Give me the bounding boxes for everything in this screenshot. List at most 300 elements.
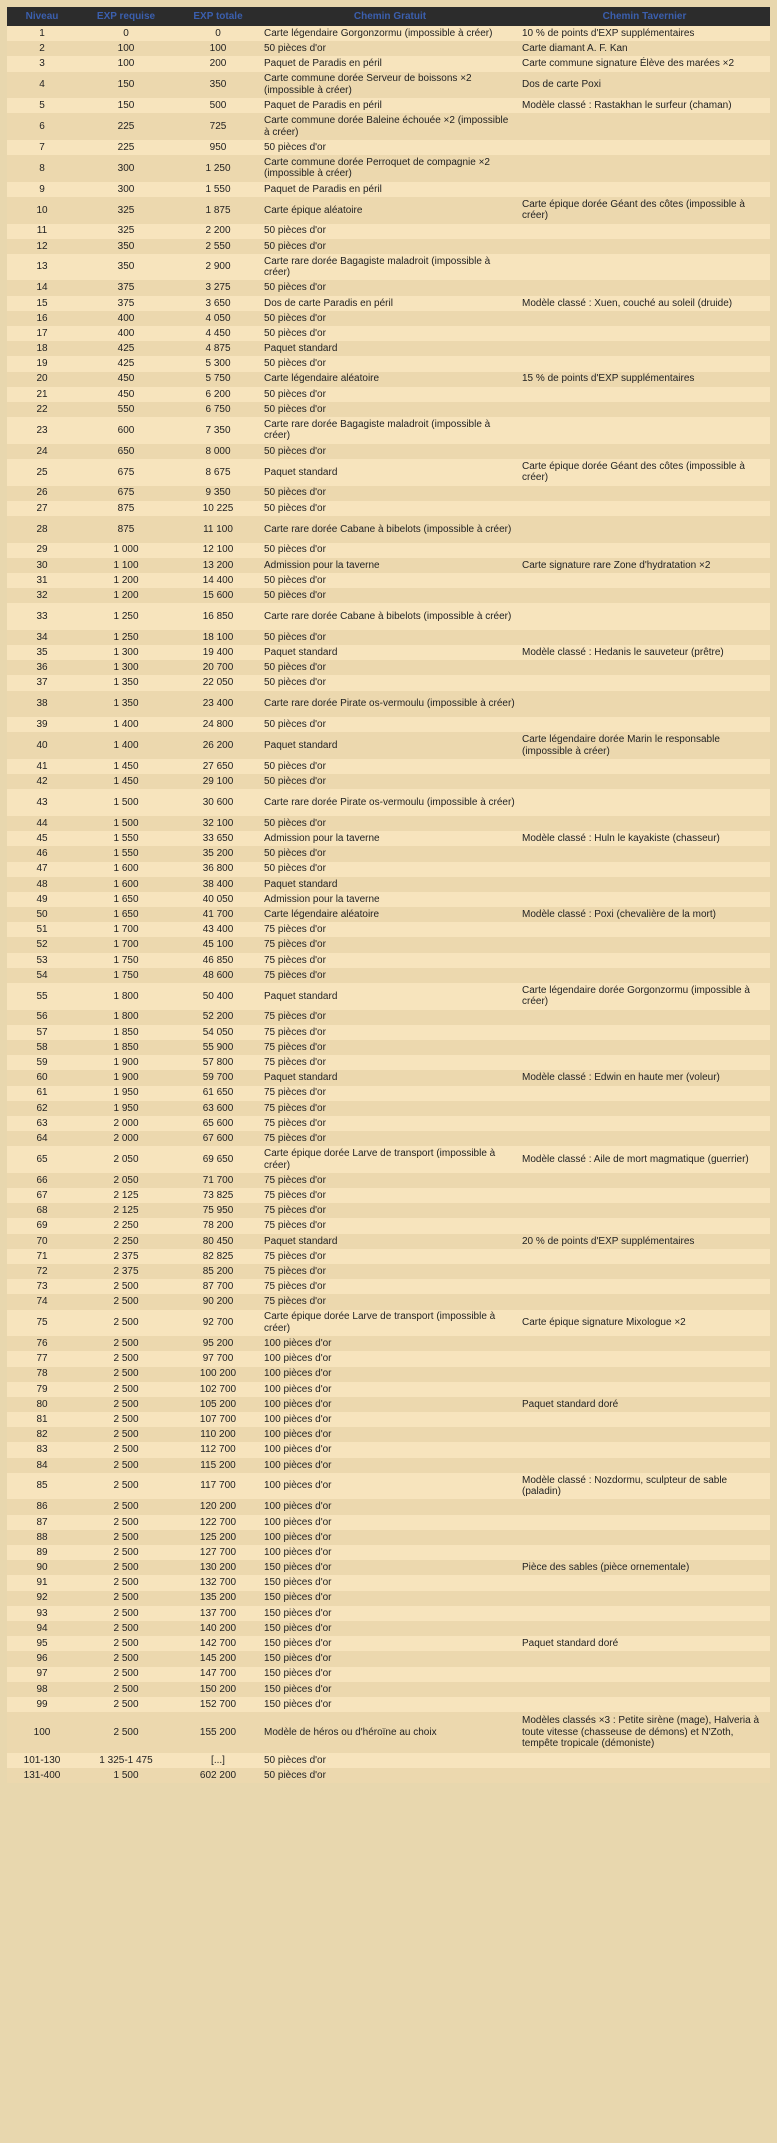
- table-row: [7, 789, 770, 816]
- cell-exp-required: 150: [117, 79, 135, 91]
- cell-exp-total: 57 800: [202, 1057, 234, 1069]
- cell-exp-total: 19 400: [202, 646, 234, 658]
- cell-free-reward: 50 pièces d'or: [264, 403, 326, 415]
- table-row: [7, 1203, 770, 1218]
- cell-free-reward: 75 pièces d'or: [264, 1132, 326, 1144]
- cell-level: 3: [39, 58, 45, 70]
- table-row: [7, 862, 770, 877]
- cell-tavern-reward: Modèle classé : Poxi (chevalière de la mort): [522, 908, 716, 920]
- table-row: [7, 72, 770, 99]
- table-row: [7, 774, 770, 789]
- cell-level: 81: [36, 1413, 48, 1425]
- cell-exp-required: 400: [117, 327, 135, 339]
- cell-tavern-reward: [519, 182, 770, 197]
- cell-exp-total: 500: [209, 100, 227, 112]
- table-row: [7, 588, 770, 603]
- cell-exp-total: 26 200: [202, 739, 234, 751]
- cell-exp-total: 67 600: [202, 1132, 234, 1144]
- header-free-track[interactable]: Chemin Gratuit: [261, 7, 519, 26]
- table-row: [7, 1055, 770, 1070]
- cell-tavern-reward: [519, 1294, 770, 1309]
- cell-tavern-reward: [519, 922, 770, 937]
- cell-exp-required: 1 800: [113, 1011, 139, 1023]
- cell-free-reward: 50 pièces d'or: [264, 282, 326, 294]
- cell-exp-required: 1 750: [113, 954, 139, 966]
- cell-exp-total: 2 550: [205, 240, 231, 252]
- cell-level: 14: [36, 282, 48, 294]
- table-row: [7, 1499, 770, 1514]
- cell-exp-total: 52 200: [202, 1011, 234, 1023]
- cell-tavern-reward: [519, 675, 770, 690]
- cell-exp-required: 1 300: [113, 662, 139, 674]
- cell-exp-required: 2 500: [113, 1459, 139, 1471]
- cell-tavern-reward: [519, 417, 770, 444]
- cell-free-reward: 150 pièces d'or: [264, 1698, 332, 1710]
- cell-exp-total: 155 200: [199, 1726, 237, 1738]
- table-row: [7, 1025, 770, 1040]
- cell-free-reward: Paquet standard: [264, 990, 338, 1002]
- cell-tavern-reward: [519, 113, 770, 140]
- cell-exp-total: 115 200: [200, 1459, 236, 1471]
- cell-free-reward: 50 pièces d'or: [264, 677, 326, 689]
- cell-exp-required: 1 200: [113, 589, 139, 601]
- cell-exp-required: 1 300: [113, 646, 139, 658]
- cell-exp-total: 142 700: [199, 1638, 237, 1650]
- table-row: [7, 983, 770, 1010]
- cell-free-reward: 50 pièces d'or: [264, 225, 326, 237]
- cell-exp-required: 1 500: [113, 817, 139, 829]
- cell-exp-total: 350: [209, 79, 227, 91]
- cell-level: 94: [36, 1622, 48, 1634]
- cell-free-reward: 100 pièces d'or: [264, 1546, 332, 1558]
- cell-tavern-reward: [519, 254, 770, 281]
- cell-exp-required: 1 650: [113, 908, 139, 920]
- cell-tavern-reward: [519, 1279, 770, 1294]
- table-row: [7, 717, 770, 732]
- cell-level: 131-400: [23, 1770, 61, 1782]
- cell-free-reward: Paquet standard: [264, 646, 338, 658]
- cell-free-reward: 50 pièces d'or: [264, 589, 326, 601]
- cell-exp-required: 1 800: [113, 990, 139, 1002]
- cell-free-reward: 50 pièces d'or: [264, 574, 326, 586]
- cell-level: 56: [36, 1011, 48, 1023]
- header-exp-total[interactable]: EXP totale: [175, 7, 261, 26]
- cell-tavern-reward: [519, 1336, 770, 1351]
- cell-exp-total: 107 700: [199, 1413, 237, 1425]
- cell-tavern-reward: [519, 155, 770, 182]
- cell-exp-total: 8 000: [205, 445, 231, 457]
- cell-level: 70: [36, 1235, 48, 1247]
- table-row: [7, 645, 770, 660]
- cell-level: 65: [36, 1153, 48, 1165]
- cell-tavern-reward: [519, 387, 770, 402]
- cell-free-reward: Admission pour la taverne: [264, 833, 380, 845]
- table-row: [7, 816, 770, 831]
- rewards-table-container: [7, 7, 770, 2138]
- cell-level: 10: [36, 204, 48, 216]
- cell-exp-required: 1 100: [113, 559, 139, 571]
- cell-exp-required: 1 550: [113, 833, 139, 845]
- cell-exp-total: 50 400: [202, 990, 234, 1002]
- cell-level: 21: [36, 388, 48, 400]
- cell-free-reward: 100 pièces d'or: [264, 1398, 332, 1410]
- cell-tavern-reward: [519, 774, 770, 789]
- cell-exp-required: 350: [117, 261, 135, 273]
- cell-exp-required: 1 750: [113, 969, 139, 981]
- cell-exp-total: 0: [215, 27, 221, 39]
- cell-exp-total: 32 100: [202, 817, 234, 829]
- cell-tavern-reward: [519, 1412, 770, 1427]
- table-row: [7, 907, 770, 922]
- table-row: [7, 402, 770, 417]
- cell-level: 101-130: [23, 1754, 61, 1766]
- cell-exp-total: 92 700: [202, 1317, 234, 1329]
- cell-free-reward: Paquet de Paradis en péril: [264, 58, 382, 70]
- cell-level: 84: [36, 1459, 48, 1471]
- cell-tavern-reward: [519, 543, 770, 558]
- table-header: [7, 7, 770, 26]
- cell-free-reward: Carte rare dorée Pirate os-vermoulu (impossible à créer): [264, 796, 515, 808]
- cell-level: 46: [36, 848, 48, 860]
- cell-tavern-reward: [519, 1621, 770, 1636]
- cell-tavern-reward: Modèle classé : Aile de mort magmatique (guerrier): [522, 1153, 749, 1165]
- cell-tavern-reward: [519, 759, 770, 774]
- cell-tavern-reward: 20 % de points d'EXP supplémentaires: [522, 1235, 695, 1247]
- cell-free-reward: 100 pièces d'or: [264, 1338, 332, 1350]
- cell-free-reward: 50 pièces d'or: [264, 848, 326, 860]
- table-row: [7, 224, 770, 239]
- cell-exp-total: 130 200: [199, 1562, 237, 1574]
- cell-exp-total: 12 100: [202, 544, 234, 556]
- cell-exp-total: 152 700: [199, 1698, 237, 1710]
- table-row: [7, 1086, 770, 1101]
- cell-exp-required: 375: [117, 297, 135, 309]
- cell-level: 33: [36, 610, 48, 622]
- cell-level: 24: [36, 445, 48, 457]
- cell-level: 86: [36, 1501, 48, 1513]
- cell-exp-total: [...]: [211, 1754, 225, 1766]
- table-row: [7, 732, 770, 759]
- cell-exp-total: 150 200: [199, 1683, 237, 1695]
- table-row: [7, 1545, 770, 1560]
- cell-level: 100: [33, 1726, 51, 1738]
- cell-exp-required: 675: [117, 487, 135, 499]
- cell-exp-total: 8 675: [205, 466, 231, 478]
- cell-tavern-reward: [519, 402, 770, 417]
- cell-free-reward: 50 pièces d'or: [264, 358, 326, 370]
- table-row: [7, 140, 770, 155]
- cell-exp-required: 2 500: [113, 1444, 139, 1456]
- cell-exp-required: 1 450: [113, 776, 139, 788]
- cell-exp-total: 147 700: [199, 1668, 237, 1680]
- cell-level: 29: [36, 544, 48, 556]
- cell-exp-required: 600: [117, 424, 135, 436]
- table-row: [7, 1442, 770, 1457]
- cell-exp-required: 2 000: [113, 1132, 139, 1144]
- cell-exp-total: 45 100: [202, 939, 234, 951]
- cell-exp-total: 14 400: [202, 574, 234, 586]
- cell-exp-required: 2 500: [113, 1480, 139, 1492]
- cell-tavern-reward: Modèle classé : Xuen, couché au soleil (druide): [522, 297, 733, 309]
- cell-exp-required: 1 250: [113, 631, 139, 643]
- cell-exp-required: 2 050: [113, 1174, 139, 1186]
- header-tavern-pass-track[interactable]: Chemin Tavernier: [519, 7, 770, 26]
- cell-level: 50: [36, 908, 48, 920]
- cell-tavern-reward: [519, 1367, 770, 1382]
- cell-level: 44: [36, 817, 48, 829]
- cell-tavern-reward: [519, 1667, 770, 1682]
- cell-free-reward: 100 pièces d'or: [264, 1480, 332, 1492]
- cell-free-reward: 100 pièces d'or: [264, 1531, 332, 1543]
- cell-exp-total: 112 700: [200, 1444, 236, 1456]
- cell-exp-total: 1 875: [205, 204, 231, 216]
- cell-exp-total: 5 300: [205, 358, 231, 370]
- cell-exp-required: 2 500: [113, 1668, 139, 1680]
- cell-free-reward: Modèle de héros ou d'héroïne au choix: [264, 1726, 437, 1738]
- table-row: [7, 691, 770, 718]
- cell-exp-required: 1 250: [113, 610, 139, 622]
- cell-free-reward: 100 pièces d'or: [264, 1501, 332, 1513]
- cell-tavern-reward: [519, 1188, 770, 1203]
- cell-level: 52: [36, 939, 48, 951]
- cell-free-reward: Carte rare dorée Bagagiste maladroit (impossible à créer): [264, 255, 491, 279]
- table-row: [7, 1146, 770, 1173]
- table-row: [7, 660, 770, 675]
- table-row: [7, 922, 770, 937]
- cell-exp-total: 41 700: [202, 908, 234, 920]
- cell-tavern-reward: [519, 280, 770, 295]
- cell-free-reward: 150 pièces d'or: [264, 1562, 332, 1574]
- table-row: [7, 459, 770, 486]
- cell-exp-total: 9 350: [205, 487, 231, 499]
- cell-exp-total: 35 200: [202, 848, 234, 860]
- cell-tavern-reward: [519, 516, 770, 543]
- cell-free-reward: 100 pièces d'or: [264, 1368, 332, 1380]
- header-exp-required[interactable]: EXP requise: [77, 7, 175, 26]
- table-row: [7, 501, 770, 516]
- cell-level: 43: [36, 796, 48, 808]
- cell-exp-required: 650: [117, 445, 135, 457]
- cell-exp-total: 3 650: [205, 297, 231, 309]
- cell-exp-required: 2 500: [113, 1501, 139, 1513]
- cell-exp-required: 2 500: [113, 1577, 139, 1589]
- cell-exp-total: 85 200: [202, 1265, 234, 1277]
- cell-free-reward: 100 pièces d'or: [264, 1459, 332, 1471]
- cell-free-reward: 150 pièces d'or: [264, 1638, 332, 1650]
- cell-exp-total: 78 200: [202, 1220, 234, 1232]
- cell-level: 53: [36, 954, 48, 966]
- cell-exp-total: 11 100: [203, 523, 233, 535]
- table-row: [7, 356, 770, 371]
- cell-exp-total: 125 200: [199, 1531, 237, 1543]
- cell-level: 30: [36, 559, 48, 571]
- table-row: [7, 1427, 770, 1442]
- cell-exp-required: 2 500: [113, 1562, 139, 1574]
- table-row: [7, 1530, 770, 1545]
- cell-exp-total: 15 600: [202, 589, 234, 601]
- cell-free-reward: Carte rare dorée Pirate os-vermoulu (impossible à créer): [264, 698, 515, 710]
- cell-level: 5: [39, 100, 45, 112]
- cell-exp-required: 1 325-1 475: [99, 1754, 153, 1766]
- cell-exp-required: 2 500: [113, 1429, 139, 1441]
- cell-tavern-reward: [519, 1055, 770, 1070]
- cell-exp-required: 2 000: [113, 1117, 139, 1129]
- cell-free-reward: 75 pièces d'or: [264, 954, 326, 966]
- cell-level: 19: [36, 358, 48, 370]
- cell-tavern-reward: Carte légendaire dorée Marin le responsable (impossible à créer): [522, 734, 720, 757]
- cell-free-reward: Carte légendaire Gorgonzormu (impossible à créer): [264, 27, 493, 39]
- cell-exp-total: 1 550: [205, 183, 231, 195]
- cell-tavern-reward: 15 % de points d'EXP supplémentaires: [522, 373, 695, 385]
- cell-tavern-reward: [519, 877, 770, 892]
- cell-tavern-reward: [519, 1218, 770, 1233]
- cell-level: 36: [36, 662, 48, 674]
- table-row: [7, 937, 770, 952]
- cell-level: 69: [36, 1220, 48, 1232]
- table-row: [7, 1753, 770, 1768]
- table-row: [7, 892, 770, 907]
- cell-level: 16: [36, 312, 48, 324]
- cell-level: 25: [36, 466, 48, 478]
- cell-free-reward: Paquet de Paradis en péril: [264, 100, 382, 112]
- table-row: [7, 1575, 770, 1590]
- cell-tavern-reward: [519, 1382, 770, 1397]
- cell-exp-required: 2 500: [113, 1592, 139, 1604]
- cell-tavern-reward: [519, 892, 770, 907]
- cell-exp-required: 2 500: [113, 1281, 139, 1293]
- cell-exp-total: 82 825: [202, 1250, 234, 1262]
- cell-exp-total: 18 100: [202, 631, 234, 643]
- cell-tavern-reward: [519, 1651, 770, 1666]
- cell-exp-required: 1 200: [113, 574, 139, 586]
- cell-free-reward: 50 pièces d'or: [264, 719, 326, 731]
- cell-exp-total: 1 250: [205, 162, 231, 174]
- cell-tavern-reward: [519, 1530, 770, 1545]
- table-row: [7, 1591, 770, 1606]
- cell-exp-required: 425: [117, 358, 135, 370]
- cell-exp-total: 48 600: [202, 969, 234, 981]
- cell-exp-total: 140 200: [199, 1622, 237, 1634]
- header-level[interactable]: Niveau: [7, 7, 77, 26]
- table-row: [7, 1768, 770, 1783]
- cell-level: 15: [36, 297, 48, 309]
- cell-free-reward: 150 pièces d'or: [264, 1607, 332, 1619]
- cell-exp-required: 2 500: [113, 1383, 139, 1395]
- cell-level: 60: [36, 1072, 48, 1084]
- cell-free-reward: 150 pièces d'or: [264, 1622, 332, 1634]
- cell-tavern-reward: 10 % de points d'EXP supplémentaires: [522, 27, 695, 39]
- cell-tavern-reward: [519, 356, 770, 371]
- cell-exp-total: 725: [209, 120, 227, 132]
- cell-exp-required: 1 900: [113, 1072, 139, 1084]
- table-row: [7, 1697, 770, 1712]
- cell-level: 67: [36, 1189, 48, 1201]
- cell-level: 42: [36, 776, 48, 788]
- cell-free-reward: Carte commune dorée Serveur de boissons ×2 (impossible à créer): [264, 73, 472, 96]
- table-row: [7, 968, 770, 983]
- cell-exp-required: 2 500: [113, 1607, 139, 1619]
- cell-tavern-reward: Carte signature rare Zone d'hydratation ×2: [522, 559, 711, 571]
- rewards-table: [7, 7, 770, 1783]
- cell-level: 9: [39, 183, 45, 195]
- cell-free-reward: Carte rare dorée Bagagiste maladroit (impossible à créer): [264, 419, 491, 442]
- cell-level: 95: [36, 1638, 48, 1650]
- table-row: [7, 1070, 770, 1085]
- cell-free-reward: 50 pièces d'or: [264, 1754, 326, 1766]
- cell-exp-total: 40 050: [202, 893, 234, 905]
- cell-exp-total: 90 200: [202, 1296, 234, 1308]
- cell-level: 41: [36, 760, 48, 772]
- cell-tavern-reward: [519, 953, 770, 968]
- cell-exp-total: 54 050: [202, 1026, 234, 1038]
- cell-level: 34: [36, 631, 48, 643]
- cell-tavern-reward: [519, 1442, 770, 1457]
- cell-free-reward: Carte rare dorée Cabane à bibelots (impossible à créer): [264, 523, 512, 535]
- cell-tavern-reward: Pièce des sables (pièce ornementale): [522, 1562, 690, 1574]
- cell-level: 74: [36, 1296, 48, 1308]
- cell-level: 12: [36, 240, 48, 252]
- table-row: [7, 1458, 770, 1473]
- cell-free-reward: 75 pièces d'or: [264, 1174, 326, 1186]
- cell-exp-required: 2 500: [113, 1546, 139, 1558]
- table-row: [7, 1682, 770, 1697]
- cell-tavern-reward: [519, 573, 770, 588]
- cell-free-reward: 75 pièces d'or: [264, 1265, 326, 1277]
- cell-exp-total: 27 650: [202, 760, 234, 772]
- table-row: [7, 1264, 770, 1279]
- table-row: [7, 516, 770, 543]
- cell-tavern-reward: [519, 588, 770, 603]
- table-row: [7, 98, 770, 113]
- cell-free-reward: Admission pour la taverne: [264, 559, 380, 571]
- cell-level: 51: [36, 924, 48, 936]
- cell-exp-required: 300: [117, 162, 135, 174]
- table-row: [7, 1131, 770, 1146]
- cell-exp-required: 2 500: [113, 1531, 139, 1543]
- cell-tavern-reward: [519, 1173, 770, 1188]
- cell-level: 31: [36, 574, 48, 586]
- cell-exp-required: 225: [117, 120, 135, 132]
- cell-exp-required: 325: [117, 225, 135, 237]
- cell-exp-total: 105 200: [199, 1398, 237, 1410]
- cell-exp-total: 100: [209, 43, 227, 55]
- cell-level: 58: [36, 1041, 48, 1053]
- cell-level: 61: [36, 1087, 48, 1099]
- table-row: [7, 543, 770, 558]
- cell-exp-total: 80 450: [202, 1235, 234, 1247]
- cell-level: 26: [36, 487, 48, 499]
- cell-exp-required: 400: [117, 312, 135, 324]
- cell-free-reward: Carte commune dorée Baleine échouée ×2 (impossible à créer): [264, 115, 509, 138]
- cell-free-reward: 50 pièces d'or: [264, 502, 326, 514]
- cell-tavern-reward: [519, 1427, 770, 1442]
- cell-exp-total: 4 450: [205, 327, 231, 339]
- cell-free-reward: 150 pièces d'or: [264, 1592, 332, 1604]
- cell-free-reward: 100 pièces d'or: [264, 1444, 332, 1456]
- cell-exp-total: 2 200: [205, 225, 231, 237]
- cell-tavern-reward: [519, 140, 770, 155]
- cell-free-reward: 100 pièces d'or: [264, 1413, 332, 1425]
- cell-free-reward: 75 pièces d'or: [264, 1220, 326, 1232]
- cell-exp-total: 950: [209, 141, 227, 153]
- cell-exp-total: 102 700: [199, 1383, 237, 1395]
- cell-exp-total: 46 850: [202, 954, 234, 966]
- cell-tavern-reward: [519, 1515, 770, 1530]
- cell-exp-total: 5 750: [205, 373, 231, 385]
- cell-exp-required: 1 400: [113, 719, 139, 731]
- cell-exp-total: 87 700: [202, 1281, 234, 1293]
- cell-exp-required: 2 500: [113, 1683, 139, 1695]
